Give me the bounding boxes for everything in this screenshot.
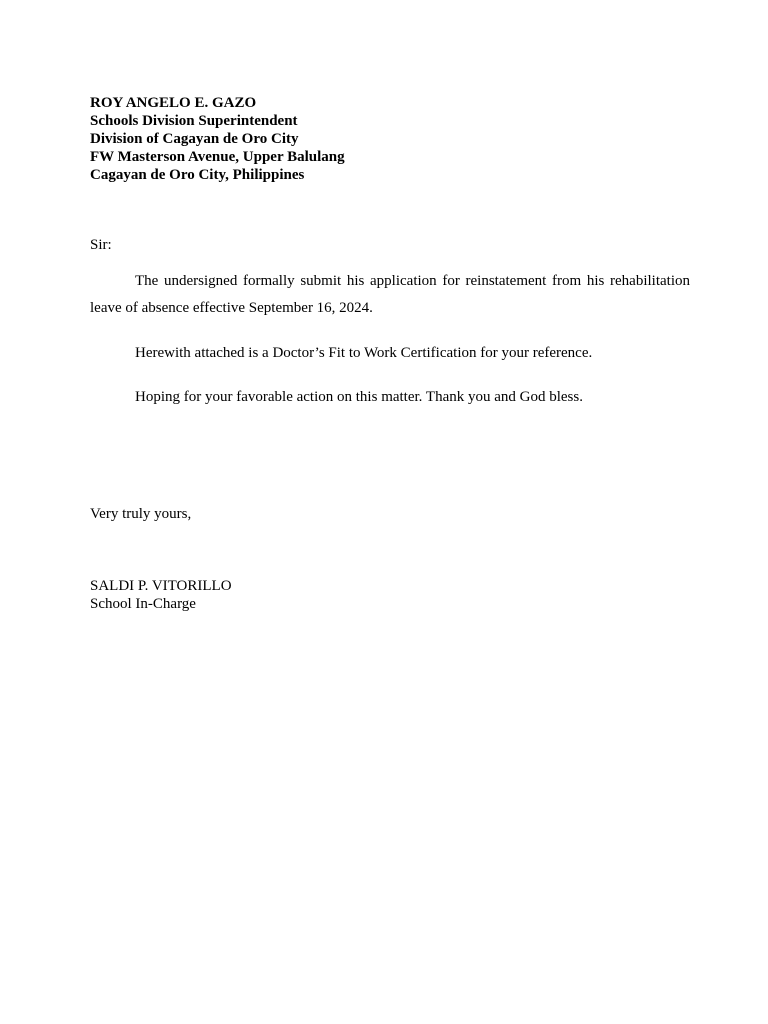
- body-paragraph-1: The undersigned formally submit his application for reinstatement from his rehabilitation leave of absence effective September 16, 2024.: [90, 273, 690, 316]
- recipient-city: Cagayan de Oro City, Philippines: [90, 167, 305, 183]
- recipient-street: FW Masterson Avenue, Upper Balulang: [90, 149, 345, 165]
- signatory-name: SALDI P. VITORILLO: [90, 578, 232, 594]
- recipient-position: Schools Division Superintendent: [90, 113, 298, 129]
- body-paragraph-3: Hoping for your favorable action on this matter. Thank you and God bless.: [135, 389, 583, 405]
- recipient-name: ROY ANGELO E. GAZO: [90, 95, 257, 111]
- recipient-block: [90, 94, 345, 184]
- salutation: Sir:: [90, 237, 112, 253]
- signatory-title: School In-Charge: [90, 596, 196, 612]
- complimentary-close: Very truly yours,: [90, 506, 192, 522]
- body-paragraph-2: Herewith attached is a Doctor’s Fit to Work Certification for your reference.: [135, 345, 593, 361]
- recipient-division: Division of Cagayan de Oro City: [90, 131, 299, 147]
- signatory-block: [90, 577, 232, 613]
